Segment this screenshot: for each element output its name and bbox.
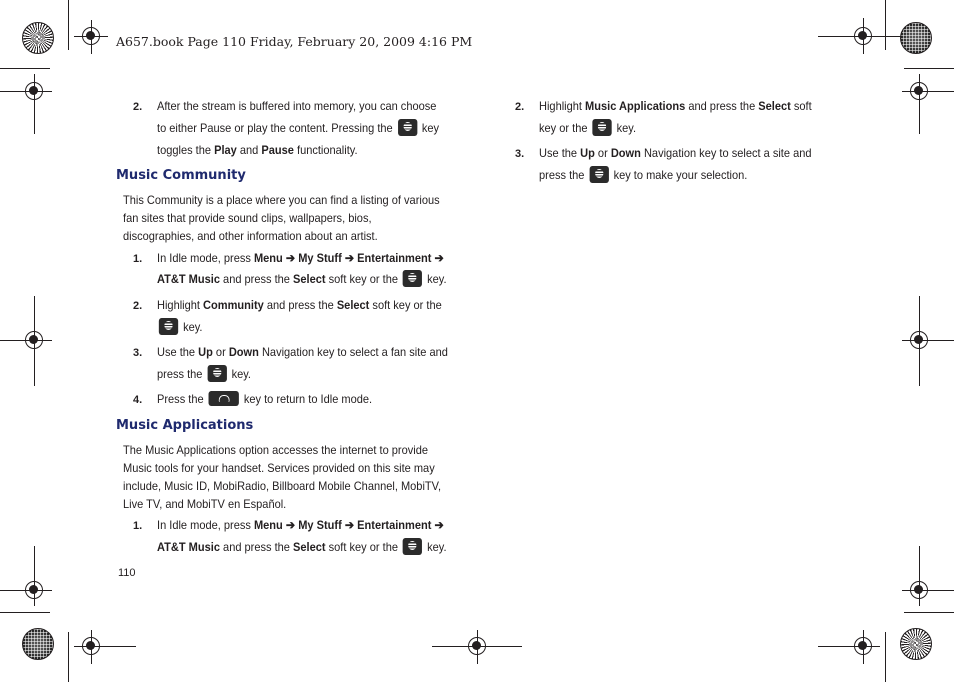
step-text: Use the Up or Down Navigation key to select a site and (539, 146, 812, 160)
step-text: Use the Up or Down Navigation key to select a fan site and (157, 345, 448, 359)
section-heading-music-applications: Music Applications (116, 418, 254, 433)
page-number: 110 (118, 567, 136, 579)
step-text: After the stream is buffered into memory, you can choose (157, 99, 437, 113)
registration-mark-icon (82, 27, 100, 45)
crop-mark (68, 632, 69, 682)
crop-mark (0, 68, 50, 69)
registration-mark-icon (910, 331, 928, 349)
running-head: A657.book Page 110 Friday, February 20, 2009 4:16 PM (116, 34, 473, 49)
registration-mark-icon (910, 82, 928, 100)
paragraph-line: Music tools for your handset. Services provided on this site may (123, 461, 435, 475)
step-text: toggles the Play and Pause functionality. (157, 143, 358, 157)
registration-mark-icon (25, 331, 43, 349)
paragraph-line: discographies, and other information about an artist. (123, 229, 378, 243)
step-text: In Idle mode, press Menu ➔ My Stuff ➔ Entertainment ➔ (157, 518, 444, 532)
crop-mark (904, 612, 954, 613)
ok-key-icon (592, 119, 611, 136)
end-key-icon (209, 391, 239, 406)
step-text: Highlight Community and press the Select soft key or the (157, 298, 442, 312)
registration-mark-icon (854, 637, 872, 655)
star-target-icon (22, 22, 54, 54)
step-number: 3. (133, 347, 143, 359)
ok-key-icon (159, 318, 178, 335)
crop-mark (0, 612, 50, 613)
paragraph-line: include, Music ID, MobiRadio, Billboard Mobile Channel, MobiTV, (123, 479, 442, 493)
ok-key-icon (207, 365, 226, 382)
star-target-icon (900, 628, 932, 660)
grid-target-icon (900, 22, 932, 54)
registration-mark-icon (82, 637, 100, 655)
paragraph-line: Live TV, and MobiTV en Español. (123, 497, 287, 511)
step-number: 3. (515, 148, 525, 160)
step-text: key or the key. (539, 121, 637, 135)
ok-key-icon (398, 119, 417, 136)
step-number: 2. (515, 101, 525, 113)
step-text: press the key. (157, 367, 251, 381)
crop-mark (904, 68, 954, 69)
crop-mark (68, 0, 69, 50)
ok-key-icon (403, 270, 422, 287)
paragraph-line: fan sites that provide sound clips, wallpapers, bios, (123, 211, 372, 225)
step-number: 2. (133, 101, 143, 113)
registration-mark-icon (25, 82, 43, 100)
ok-key-icon (589, 166, 608, 183)
paragraph-line: This Community is a place where you can find a listing of various (123, 193, 440, 207)
crop-mark (885, 0, 886, 50)
registration-mark-icon (25, 581, 43, 599)
step-number: 2. (133, 300, 143, 312)
step-text: key. (157, 318, 203, 336)
step-text: press the key to make your selection. (539, 168, 748, 182)
step-text: AT&T Music and press the Select soft key or the key. (157, 540, 447, 554)
step-text: AT&T Music and press the Select soft key or the key. (157, 272, 447, 286)
step-number: 1. (133, 253, 143, 265)
step-text: In Idle mode, press Menu ➔ My Stuff ➔ Entertainment ➔ (157, 251, 444, 265)
registration-mark-icon (854, 27, 872, 45)
registration-mark-icon (468, 637, 486, 655)
step-text: Highlight Music Applications and press the Select soft (539, 99, 812, 113)
section-heading-music-community: Music Community (116, 168, 246, 183)
ok-key-icon (403, 538, 422, 555)
step-number: 4. (133, 394, 143, 406)
step-text: Press the key to return to Idle mode. (157, 392, 373, 406)
grid-target-icon (22, 628, 54, 660)
paragraph-line: The Music Applications option accesses the internet to provide (123, 443, 429, 457)
crop-mark (885, 632, 886, 682)
registration-mark-icon (910, 581, 928, 599)
step-number: 1. (133, 520, 143, 532)
step-text: to either Pause or play the content. Pressing the key (157, 121, 440, 135)
